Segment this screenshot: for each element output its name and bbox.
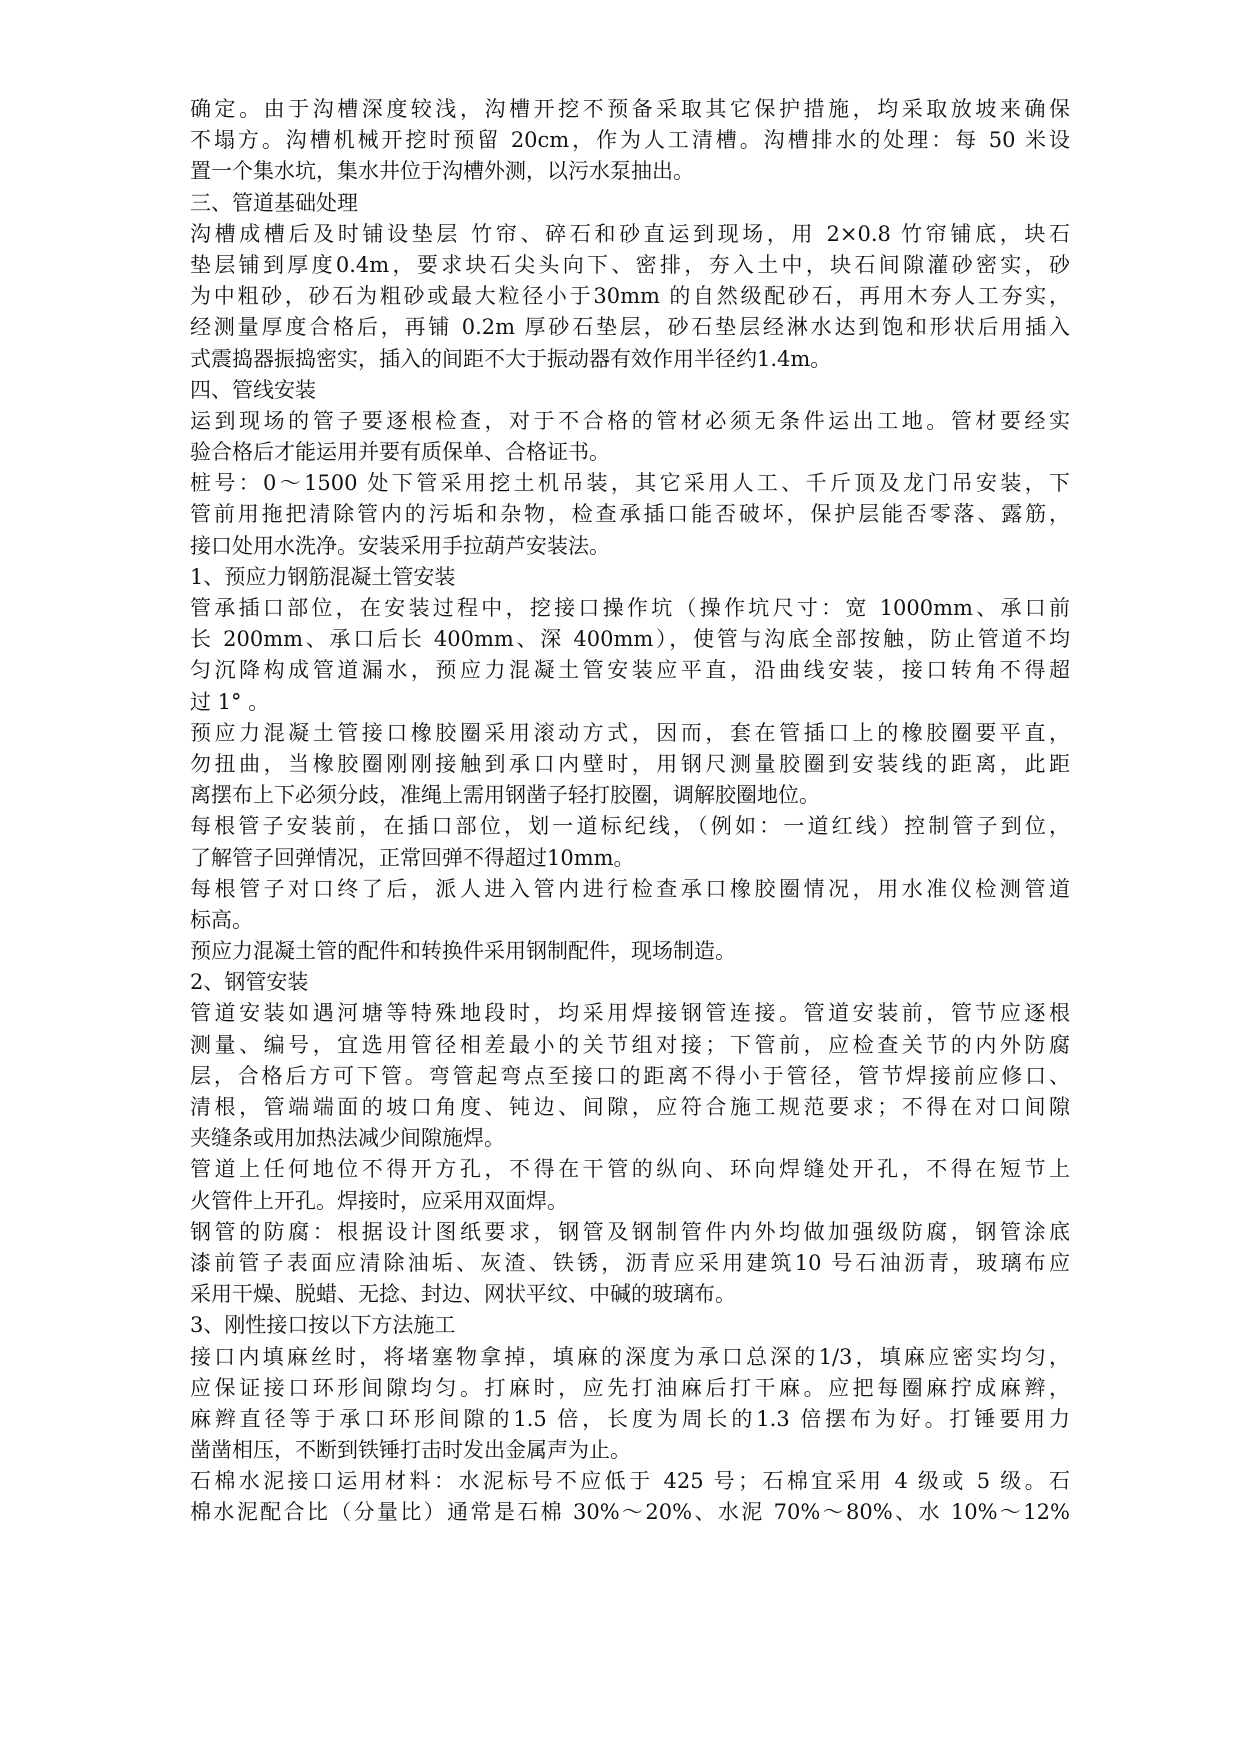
text-line: 匀沉降构成管道漏水，预应力混凝土管安装应平直，沿曲线安装，接口转角不得超 bbox=[190, 658, 1070, 683]
subsection-heading: 3、刚性接口按以下方法施工 bbox=[190, 1313, 456, 1338]
subsection-heading: 2、钢管安装 bbox=[190, 970, 309, 995]
text-line: 棉水泥配合比（分量比）通常是石棉 30%～20%、水泥 70%～80%、水 10%～12% bbox=[190, 1500, 1070, 1525]
text-line: 桩号：0～1500 处下管采用挖土机吊装，其它采用人工、千斤顶及龙门吊安装，下 bbox=[190, 471, 1070, 496]
text-line: 麻辫直径等于承口环形间隙的1.5 倍，长度为周长的1.3 倍摆布为好。打锤要用力 bbox=[190, 1406, 1070, 1431]
text-line: 每根管子对口终了后，派人进入管内进行检查承口橡胶圈情况，用水准仪检测管道 bbox=[190, 876, 1070, 901]
text-line: 每根管子安装前，在插口部位，划一道标纪线，（例如：一道红线）控制管子到位， bbox=[190, 814, 1070, 839]
text-line: 漆前管子表面应清除油垢、灰渣、铁锈，沥青应采用建筑10 号石油沥青，玻璃布应 bbox=[190, 1250, 1070, 1275]
text-line: 沟槽成槽后及时铺设垫层 竹帘、碎石和砂直运到现场，用 2×0.8 竹帘铺底，块石 bbox=[190, 221, 1070, 246]
text-line: 垫层铺到厚度0.4m，要求块石尖头向下、密排，夯入土中，块石间隙灌砂密实，砂 bbox=[190, 252, 1070, 277]
text-line: 管承插口部位，在安装过程中，挖接口操作坑（操作坑尺寸：宽 1000mm、承口前 bbox=[190, 596, 1070, 620]
text-line: 运到现场的管子要逐根检查，对于不合格的管材必须无条件运出工地。管材要经实 bbox=[190, 408, 1070, 433]
text-line: 管道上任何地位不得开方孔，不得在干管的纵向、环向焊缝处开孔，不得在短节上 bbox=[190, 1157, 1070, 1182]
text-line: 勿扭曲，当橡胶圈刚刚接触到承口内壁时，用钢尺测量胶圈到安装线的距离，此距 bbox=[190, 751, 1070, 776]
text-line: 为中粗砂，砂石为粗砂或最大粒径小于30mm 的自然级配砂石，再用木夯人工夯实， bbox=[190, 284, 1070, 309]
text-line: 接口处用水洗净。安装采用手拉葫芦安装法。 bbox=[190, 533, 610, 558]
text-line: 层，合格后方可下管。弯管起弯点至接口的距离不得小于管径，管节焊接前应修口、 bbox=[190, 1063, 1070, 1088]
text-line: 经测量厚度合格后，再铺 0.2m 厚砂石垫层，砂石垫层经淋水达到饱和形状后用插入 bbox=[190, 315, 1070, 340]
text-line: 预应力混凝土管的配件和转换件采用钢制配件，现场制造。 bbox=[190, 939, 736, 964]
text-line: 应保证接口环形间隙均匀。打麻时，应先打油麻后打干麻。应把每圈麻拧成麻辫， bbox=[190, 1375, 1070, 1400]
text-line: 夹缝条或用加热法减少间隙施焊。 bbox=[190, 1126, 505, 1151]
text-line: 凿凿相压，不断到铁锤打击时发出金属声为止。 bbox=[190, 1438, 631, 1463]
text-line: 管前用拖把清除管内的污垢和杂物，检查承插口能否破坏，保护层能否零落、露筋， bbox=[190, 502, 1070, 527]
text-line: 不塌方。沟槽机械开挖时预留 20cm，作为人工清槽。沟槽排水的处理：每 50 米设 bbox=[190, 128, 1070, 153]
text-line: 接口内填麻丝时，将堵塞物拿掉，填麻的深度为承口总深的1/3，填麻应密实均匀， bbox=[190, 1344, 1070, 1369]
section-heading: 三、管道基础处理 bbox=[190, 190, 358, 215]
text-line: 离摆布上下必须分歧，准绳上需用钢凿子轻打胶圈，调解胶圈地位。 bbox=[190, 783, 820, 808]
text-line: 标高。 bbox=[190, 907, 253, 932]
text-line: 式震捣器振捣密实，插入的间距不大于振动器有效作用半径约1.4m。 bbox=[190, 346, 832, 371]
text-line: 清根，管端端面的坡口角度、钝边、间隙，应符合施工规范要求；不得在对口间隙 bbox=[190, 1095, 1070, 1119]
text-line: 测量、编号，宜选用管径相差最小的关节组对接；下管前，应检查关节的内外防腐 bbox=[190, 1032, 1070, 1057]
text-line: 管道安装如遇河塘等特殊地段时，均采用焊接钢管连接。管道安装前，管节应逐根 bbox=[190, 1001, 1070, 1026]
text-line: 验合格后才能运用并要有质保单、合格证书。 bbox=[190, 440, 610, 465]
text-line: 了解管子回弹情况，正常回弹不得超过10mm。 bbox=[190, 845, 635, 870]
text-line: 采用干燥、脱蜡、无捻、封边、网状平纹、中碱的玻璃布。 bbox=[190, 1282, 736, 1307]
subsection-heading: 1、预应力钢筋混凝土管安装 bbox=[190, 564, 456, 589]
text-line: 长 200mm、承口后长 400mm、深 400mm），使管与沟底全部按触，防止管道不均 bbox=[190, 627, 1070, 652]
text-line: 过 1° 。 bbox=[190, 689, 270, 714]
text-line: 石棉水泥接口运用材料：水泥标号不应低于 425 号；石棉宜采用 4 级或 5 级。石 bbox=[190, 1469, 1070, 1494]
text-line: 火管件上开孔。焊接时，应采用双面焊。 bbox=[190, 1188, 568, 1213]
text-line: 预应力混凝土管接口橡胶圈采用滚动方式，因而，套在管插口上的橡胶圈要平直， bbox=[190, 720, 1070, 745]
text-line: 置一个集水坑，集水井位于沟槽外测，以污水泵抽出。 bbox=[190, 159, 694, 184]
text-line: 钢管的防腐：根据设计图纸要求，钢管及钢制管件内外均做加强级防腐，钢管涂底 bbox=[190, 1219, 1070, 1244]
section-heading: 四、管线安装 bbox=[190, 377, 316, 402]
document-page bbox=[190, 94, 1070, 1529]
text-line: 确定。由于沟槽深度较浅，沟槽开挖不预备采取其它保护措施，均采取放坡来确保 bbox=[190, 97, 1070, 121]
